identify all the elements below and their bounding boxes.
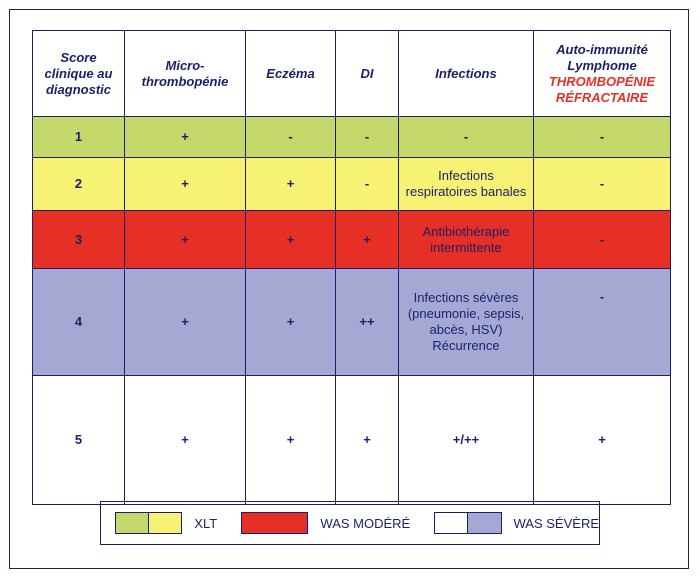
cell-di: -: [336, 117, 399, 158]
clinical-score-table: [32, 30, 671, 505]
table-row: [33, 211, 671, 269]
cell-infections: Infections sévères (pneumonie, sepsis, abcès, HSV) Récurrence: [399, 269, 534, 376]
cell-auto: -: [534, 117, 671, 158]
cell-auto: +: [534, 376, 671, 505]
cell-eczema: -: [246, 117, 336, 158]
legend: [100, 501, 600, 545]
cell-score: 2: [33, 158, 125, 211]
cell-infections: +/++: [399, 376, 534, 505]
cell-auto: -: [534, 211, 671, 269]
cell-eczema: +: [246, 211, 336, 269]
cell-di: +: [336, 211, 399, 269]
legend-swatch-yellow: [149, 512, 183, 534]
header-auto-line2: Lymphome: [567, 57, 637, 73]
table-row: [33, 117, 671, 158]
cell-micro: +: [125, 158, 246, 211]
cell-score: 5: [33, 376, 125, 505]
cell-micro: +: [125, 269, 246, 376]
cell-di: -: [336, 158, 399, 211]
header-eczema: Eczéma: [246, 31, 336, 117]
legend-label-severe: WAS SÉVÈRE: [513, 515, 599, 531]
cell-score: 1: [33, 117, 125, 158]
cell-auto: -: [534, 158, 671, 211]
table-row: [33, 158, 671, 211]
legend-label-moderate: WAS MODÉRÉ: [320, 515, 411, 531]
cell-score: 4: [33, 269, 125, 376]
cell-eczema: +: [246, 269, 336, 376]
header-auto-line1: Auto-immunité: [556, 41, 648, 57]
legend-swatch-red: [241, 512, 308, 534]
legend-swatch-green: [115, 512, 149, 534]
cell-infections: -: [399, 117, 534, 158]
cell-micro: +: [125, 117, 246, 158]
legend-label-xlt: XLT: [194, 515, 218, 531]
cell-micro: +: [125, 376, 246, 505]
legend-swatch-white: [434, 512, 468, 534]
header-micro-thrombopenia: Micro-thrombopénie: [125, 31, 246, 117]
cell-auto: -: [534, 269, 671, 376]
cell-infections: Infections respiratoires banales: [399, 158, 534, 211]
header-infections: Infections: [399, 31, 534, 117]
cell-eczema: +: [246, 376, 336, 505]
cell-micro: +: [125, 211, 246, 269]
header-score: Score clinique au diagnostic: [33, 31, 125, 117]
cell-di: ++: [336, 269, 399, 376]
header-di: DI: [336, 31, 399, 117]
cell-score: 3: [33, 211, 125, 269]
header-auto-immunity: [534, 31, 671, 117]
table-row: [33, 376, 671, 505]
cell-eczema: +: [246, 158, 336, 211]
header-auto-line3: THROMBOPÉNIE RÉFRACTAIRE: [548, 73, 656, 105]
header-row: [33, 31, 671, 117]
legend-swatch-lavender: [468, 512, 502, 534]
cell-infections: Antibiothérapie intermittente: [399, 211, 534, 269]
table-row: [33, 269, 671, 376]
cell-di: +: [336, 376, 399, 505]
